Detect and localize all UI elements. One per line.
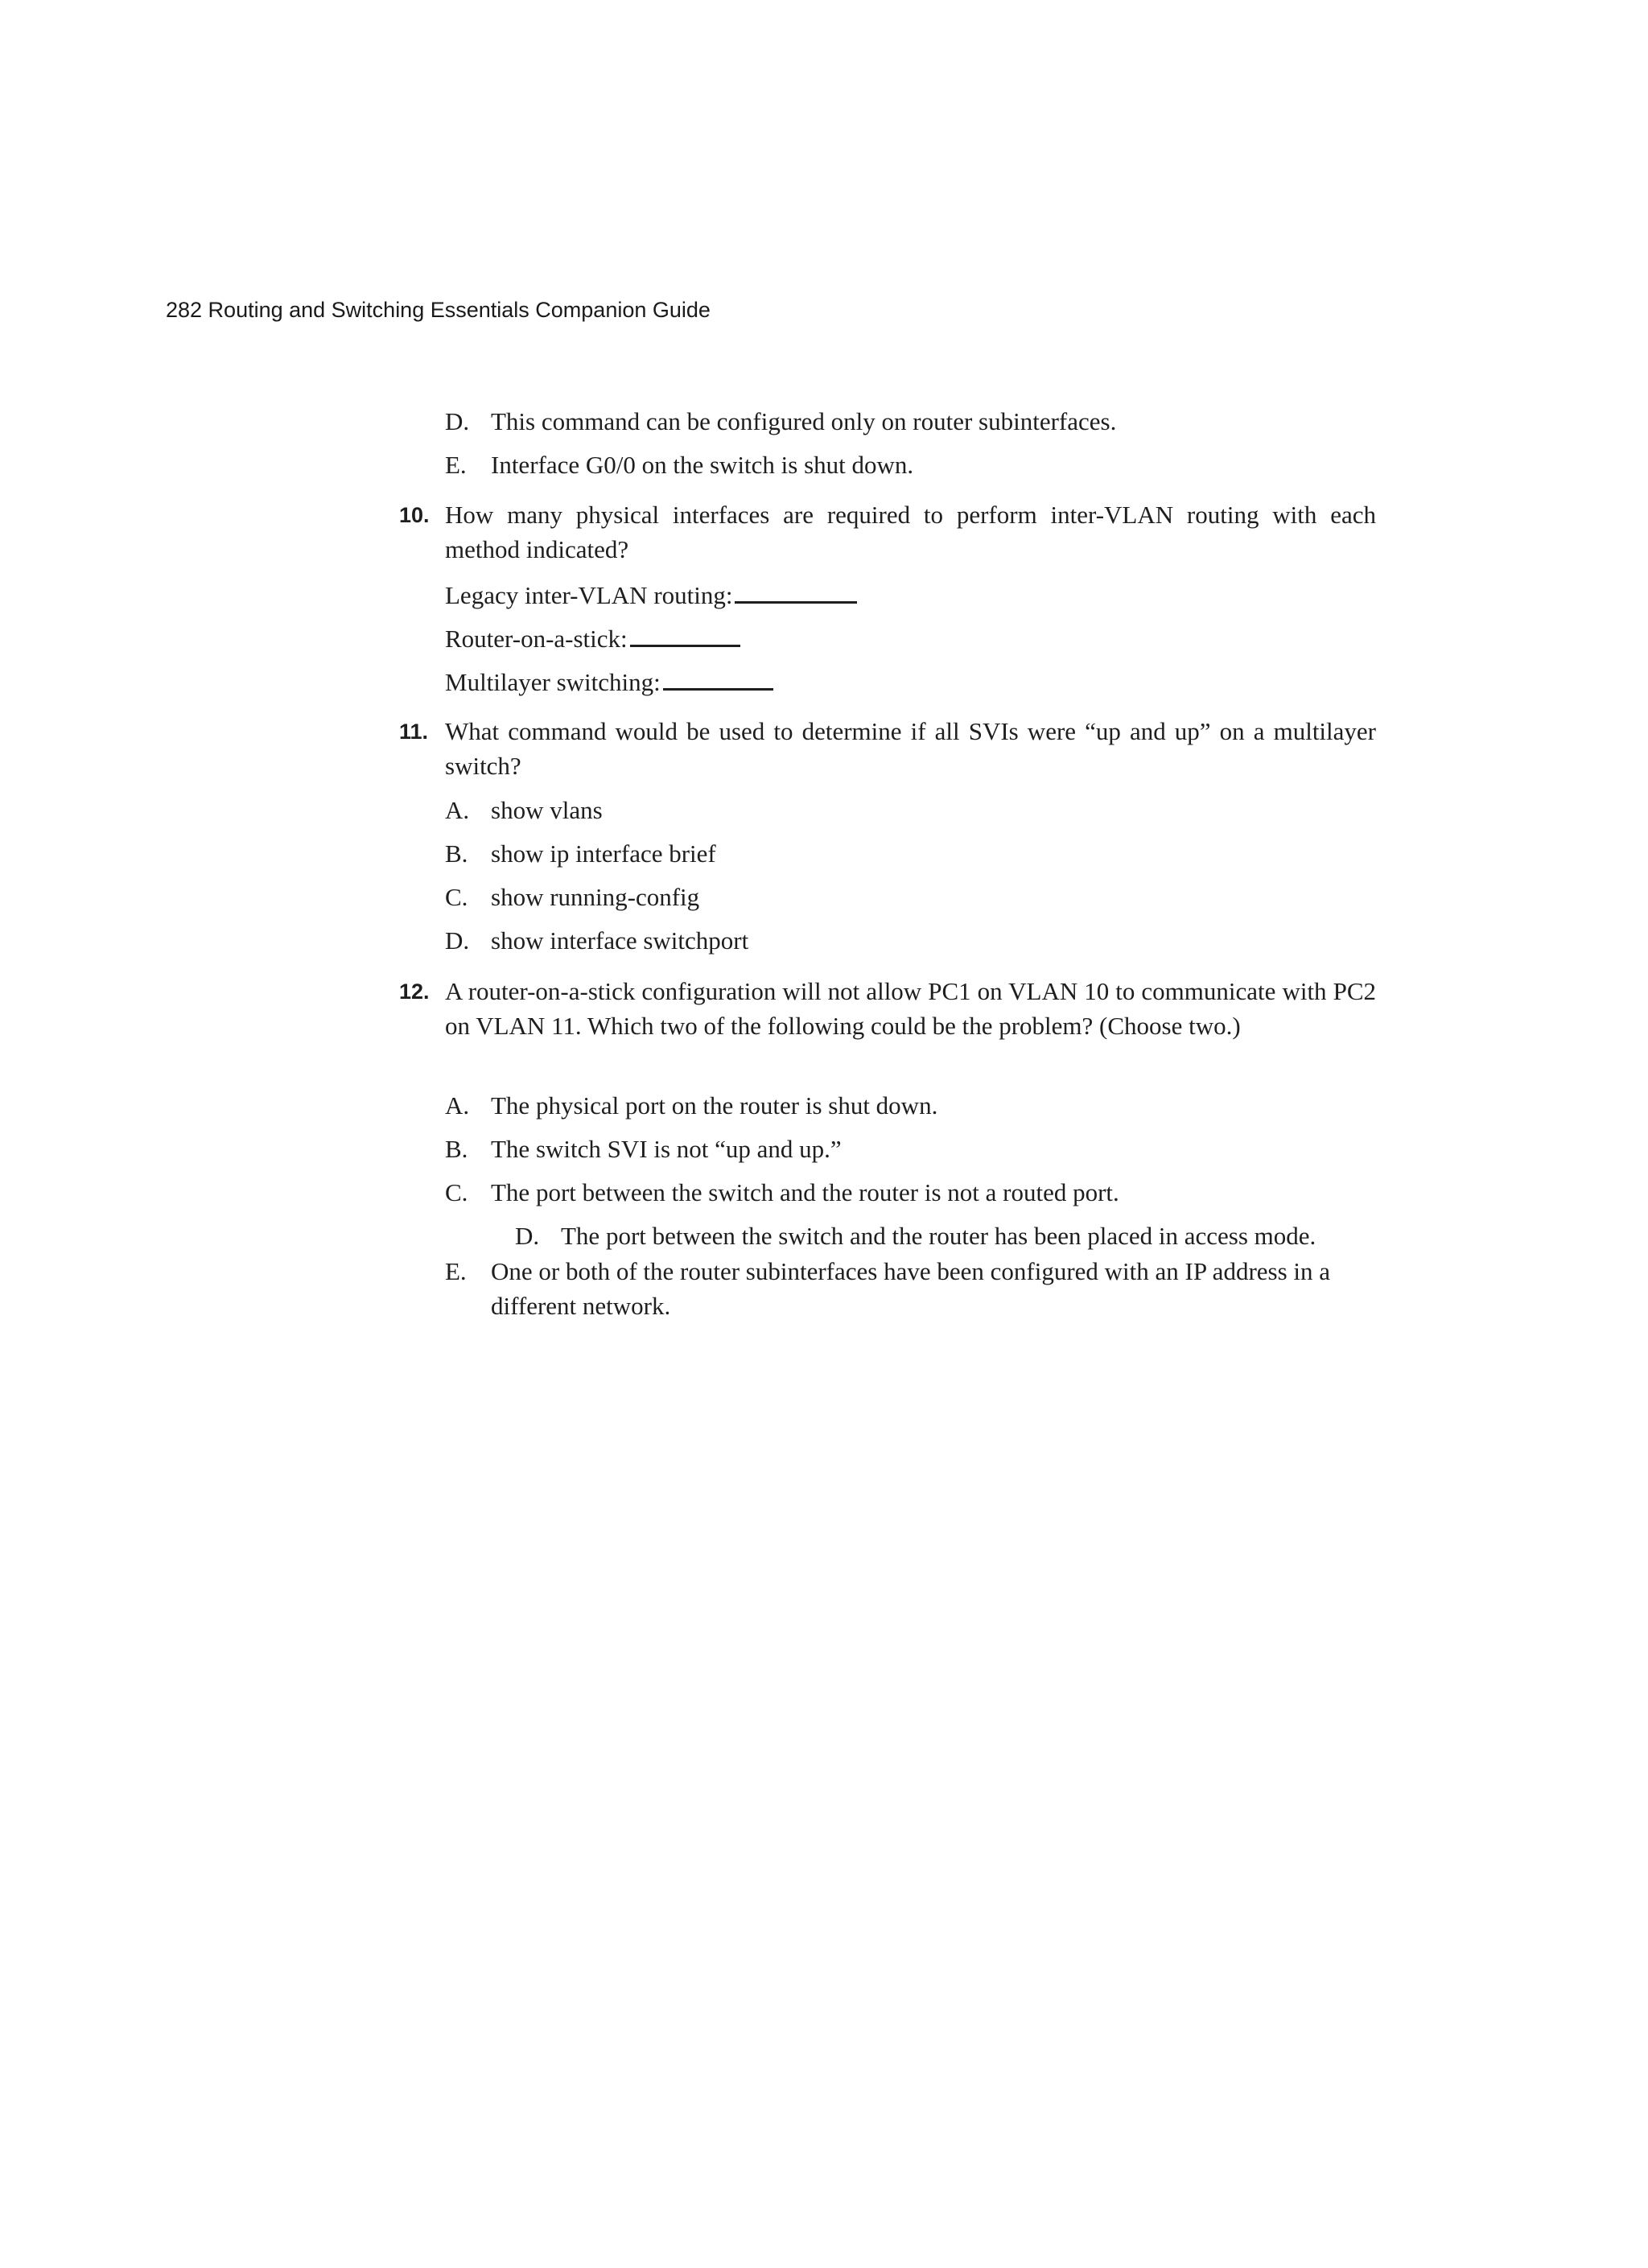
question-number: 10. [399, 503, 430, 527]
option-text: The port between the switch and the router has been placed in access mode. [561, 1222, 1316, 1250]
option-text: The physical port on the router is shut down. [491, 1091, 938, 1120]
field-label: Multilayer switching: [445, 668, 661, 696]
option-letter: C. [445, 883, 468, 911]
option-letter: B. [445, 1135, 468, 1163]
option-letter: B. [445, 839, 468, 868]
answer-blank[interactable] [663, 664, 773, 691]
option-text: Interface G0/0 on the switch is shut down. [491, 451, 914, 479]
field-legacy-inter-vlan [445, 577, 857, 612]
option-text: This command can be configured only on router subinterfaces. [491, 407, 1117, 435]
option-letter: D. [445, 926, 470, 955]
option-text: show running-config [491, 883, 700, 911]
question-text: What command would be used to determine if all SVIs were “up and up” on a multilayer switch? [445, 717, 1376, 780]
option-letter: E. [445, 451, 467, 479]
field-label: Legacy inter-VLAN routing: [445, 581, 733, 609]
option-letter: A. [445, 796, 470, 824]
answer-blank[interactable] [735, 577, 857, 604]
question-text: A router-on-a-stick configuration will not allow PC1 on VLAN 10 to communicate with PC2 on VLAN 11. Which two of the following could be the problem? (Choose two.) [445, 977, 1376, 1040]
question-text: How many physical interfaces are required to perform inter-VLAN routing with each method indicated? [445, 501, 1376, 563]
option-text: The switch SVI is not “up and up.” [491, 1135, 842, 1163]
question-number: 11. [399, 720, 429, 744]
option-text: show interface switchport [491, 926, 749, 955]
option-letter: A. [445, 1091, 470, 1120]
option-text: show ip interface brief [491, 839, 716, 868]
option-text: show vlans [491, 796, 603, 824]
option-letter: D. [515, 1222, 540, 1250]
option-letter: C. [445, 1178, 468, 1206]
field-label: Router-on-a-stick: [445, 625, 628, 653]
question-number: 12. [399, 979, 430, 1004]
option-text: The port between the switch and the router is not a routed port. [491, 1178, 1119, 1206]
running-head: 282 Routing and Switching Essentials Companion Guide [166, 298, 711, 322]
field-router-on-a-stick [445, 621, 740, 656]
field-multilayer-switching [445, 664, 773, 699]
option-letter: E. [445, 1257, 467, 1285]
option-letter: D. [445, 407, 470, 435]
option-text: One or both of the router subinterfaces have been configured with an IP address in a different network. [491, 1257, 1331, 1320]
answer-blank[interactable] [630, 621, 740, 647]
